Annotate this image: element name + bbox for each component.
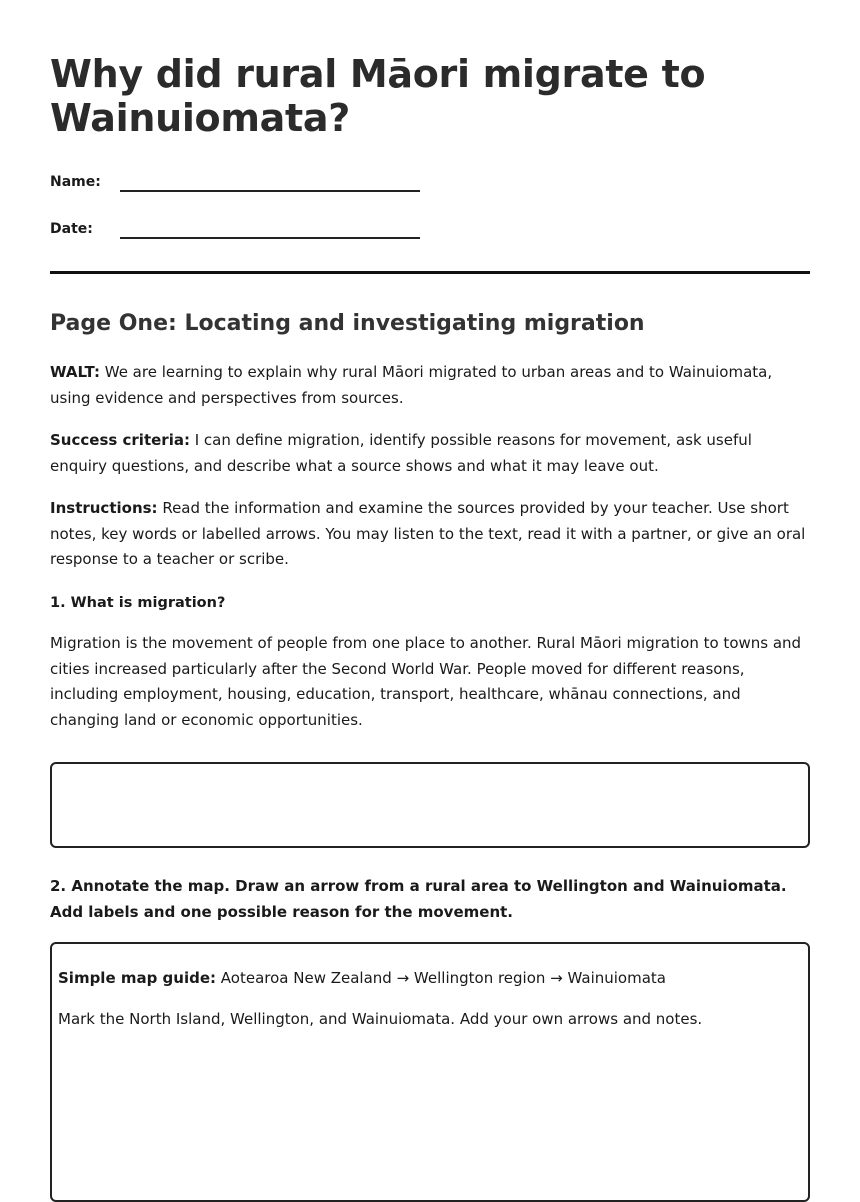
map-guide-note: Mark the North Island, Wellington, and Wainuiomata. Add your own arrows and notes.: [58, 1009, 703, 1028]
walt-label: WALT:: [50, 363, 100, 381]
instructions-text: Read the information and examine the sources provided by your teacher. Use short notes, key words or labelled arrows. You may listen to the text, read it with a partner, or give an oral response to a teacher or scribe.: [50, 499, 806, 568]
page-title: Why did rural Māori migrate to Wainuiomata?: [50, 52, 706, 140]
instructions-paragraph: [50, 496, 810, 573]
success-criteria-text: I can define migration, identify possible reasons for movement, ask useful enquiry questions, and describe what a source shows and what it may leave out.: [50, 431, 752, 475]
date-field-row: [50, 217, 810, 237]
name-field-row: [50, 170, 810, 190]
section-heading: Page One: Locating and investigating migration: [50, 311, 645, 336]
date-label: Date:: [50, 221, 93, 237]
map-guide-label: Simple map guide:: [58, 969, 217, 987]
success-criteria-paragraph: [50, 428, 810, 479]
question-1-answer-box[interactable]: [50, 762, 810, 848]
migration-definition: Migration is the movement of people from one place to another. Rural Māori migration to towns and cities increased particularly after the Second World War. People moved for different reasons, including employment, housing, education, transport, healthcare, whānau connections, and changing land or economic opportunities.: [50, 634, 802, 729]
name-label: Name:: [50, 174, 101, 190]
walt-text: We are learning to explain why rural Māori migrated to urban areas and to Wainuiomata, using evidence and perspectives from sources.: [50, 363, 773, 407]
walt-paragraph: [50, 360, 810, 411]
success-criteria-label: Success criteria:: [50, 431, 190, 449]
instructions-label: Instructions:: [50, 499, 158, 517]
map-guide: [58, 966, 802, 992]
section-divider: [50, 271, 810, 274]
question-1-heading: 1. What is migration?: [50, 594, 226, 611]
map-annotation-box[interactable]: [50, 942, 810, 1202]
date-input-line[interactable]: [120, 223, 420, 239]
name-input-line[interactable]: [120, 176, 420, 192]
map-guide-text: Aotearoa New Zealand → Wellington region → Wainuiomata: [216, 969, 666, 987]
question-2-heading: 2. Annotate the map. Draw an arrow from a rural area to Wellington and Wainuiomata. Add labels and one possible reason for the movement.: [50, 877, 787, 921]
